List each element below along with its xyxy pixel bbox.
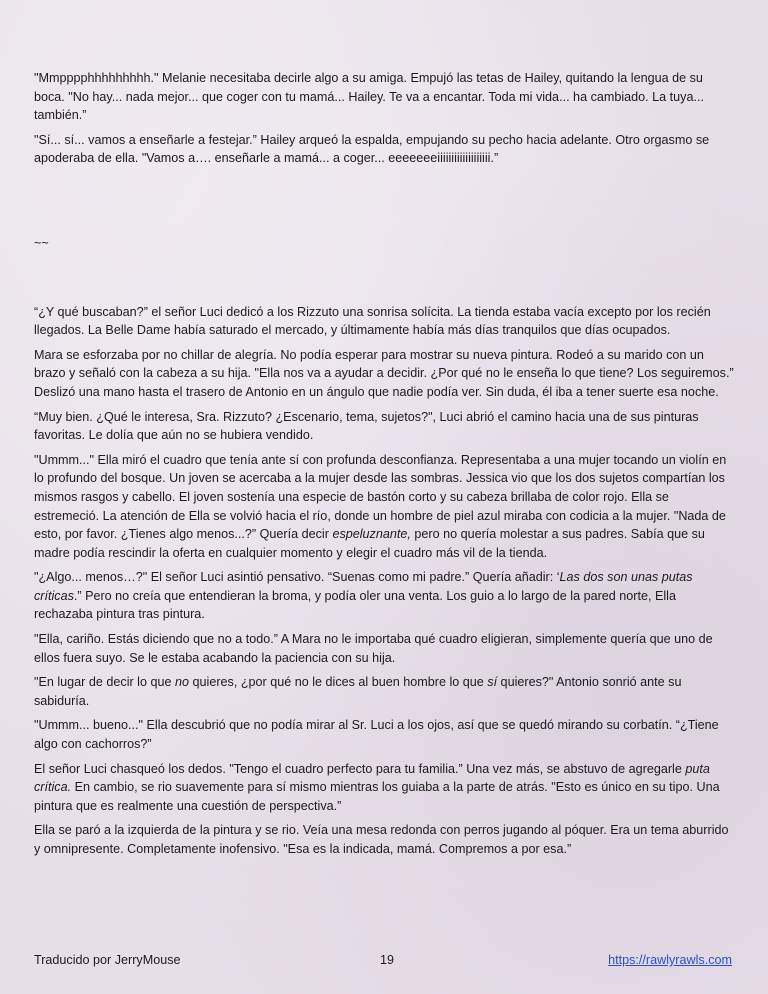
paragraph: "Sí... sí... vamos a enseñarle a festejar.” Hailey arqueó la espalda, empujando su pecho hacia adelante. Otro orgasmo se apoderaba de ella. "Vamos a…. enseñarle a mamá... a coger... eeeeeeeiiiiiiiiiiiiiiiiiii.” — [34, 132, 710, 166]
page-number: 19 — [380, 953, 395, 967]
section-separator: ~~ — [34, 235, 49, 250]
paragraph: “Muy bien. ¿Qué le interesa, Sra. Rizzuto? ¿Escenario, tema, sujetos?", Luci abrió el camino hacia una de sus pinturas favoritas. Le dolía que aún no se hubiera vendido. — [34, 409, 699, 443]
paragraph: "Ella, cariño. Estás diciendo que no a todo.” A Mara no le importaba qué cuadro eligieran, simplemente quería que uno de ellos fuera suyo. Se le estaba acabando la paciencia con su hija. — [34, 632, 713, 665]
text-run: "En lugar de decir lo que — [34, 675, 175, 690]
text-run: quieres, ¿por qué no le dices al buen hombre lo que — [189, 675, 488, 690]
italic-text: espeluznante, — [332, 527, 411, 542]
page-body — [34, 69, 736, 865]
text-run: .” Pero no creía que entendieran la broma, y podía oler una venta. Los guio a lo largo de la pared norte, Ella rechazaba pintura tras pintura. — [34, 588, 676, 622]
spacer — [34, 253, 736, 303]
spacer — [34, 174, 736, 234]
text-run: pero no quería molestar a sus padres. Sabía que su madre podía rescindir la oferta en cualquier momento y elegir el cuadro más vil de la tienda. — [34, 527, 705, 560]
page-footer — [34, 951, 734, 971]
paragraph: Ella se paró a la izquierda de la pintura y se rio. Veía una mesa redonda con perros jugando al póquer. Era un tema aburrido y omnipresente. Completamente inofensivo. "Esa es la indicada, mamá. Compremos a por esa.” — [34, 823, 729, 856]
text-run: En cambio, se rio suavemente para sí mismo mientras los guiaba a la parte de atrás. "Esto es único en su tipo. Una pintura que es realmente una cuestión de perspectiva.” — [34, 780, 720, 813]
paragraph: “¿Y qué buscaban?” el señor Luci dedicó a los Rizzuto una sonrisa solícita. La tienda estaba vacía excepto por los recién llegados. La Belle Dame había saturado el mercado, y últimamente había más días tranquilos que días ocupados. — [34, 304, 711, 338]
text-run: quieres?" Antonio sonrió ante su sabiduría. — [34, 675, 682, 708]
paragraph: "Ummm... bueno..." Ella descubrió que no podía mirar al Sr. Luci a los ojos, así que se quedó mirando su corbatín. “¿Tiene algo con cachorros?” — [34, 718, 719, 752]
italic-text: no — [175, 675, 190, 690]
website-link[interactable]: https://rawlyrawls.com — [608, 953, 732, 967]
paragraph — [34, 760, 736, 816]
paragraph: Mara se esforzaba por no chillar de alegría. No podía esperar para mostrar su nueva pintura. Rodeó a su marido con un brazo y señaló con la cabeza a su hija. "Ella nos va a ayudar a decidir. ¿Por qué no le enseña lo que tiene? Los seguiremos.” Deslizó una mano hasta el trasero de Antonio en un ángulo que nadie podía ver. Sin duda, él iba a tener suerte esa noche. — [34, 347, 734, 399]
paragraph — [34, 673, 736, 710]
text-run: El señor Luci chasqueó los dedos. "Tengo el cuadro perfecto para tu familia.” Una vez más, se abstuvo de agregarle — [34, 761, 686, 776]
translator-credit: Traducido por JerryMouse — [34, 953, 181, 967]
paragraph: "Mmpppphhhhhhhhh." Melanie necesitaba decirle algo a su amiga. Empujó las tetas de Hailey, quitando la lengua de su boca. "No hay... nada mejor... que coger con tu mamá... Hailey. Te va a encantar. Toda mi vida... ha cambiado. La tuya... también.” — [34, 71, 704, 123]
paragraph — [34, 568, 736, 624]
italic-text: puta crítica. — [34, 761, 710, 795]
text-run: "Ummm..." Ella miró el cuadro que tenía ante sí con profunda desconfianza. Representaba a una mujer tocando un violín en lo profundo del bosque. Un joven se acercaba a la mujer desde las sombras. Jessica vio que los dos sujetos compartían los mismos rasgos y cabello. El joven sostenía una especie de bastón corto y su cabeza brillaba de color rojo. Ella se estremeció. La atención de Ella se volvió hacia el río, donde un hombre de piel azul miraba con codicia a la mujer. "Nada de esto, por favor. ¿Tienes algo menos...?” Quería decir — [34, 452, 727, 542]
italic-text: Las dos son unas putas críticas — [34, 570, 693, 603]
paragraph — [34, 451, 736, 563]
text-run: "¿Algo... menos…?" El señor Luci asintió pensativo. “Suenas como mi padre.” Quería añadir: ‘ — [34, 570, 560, 585]
italic-text: sí — [487, 675, 498, 690]
